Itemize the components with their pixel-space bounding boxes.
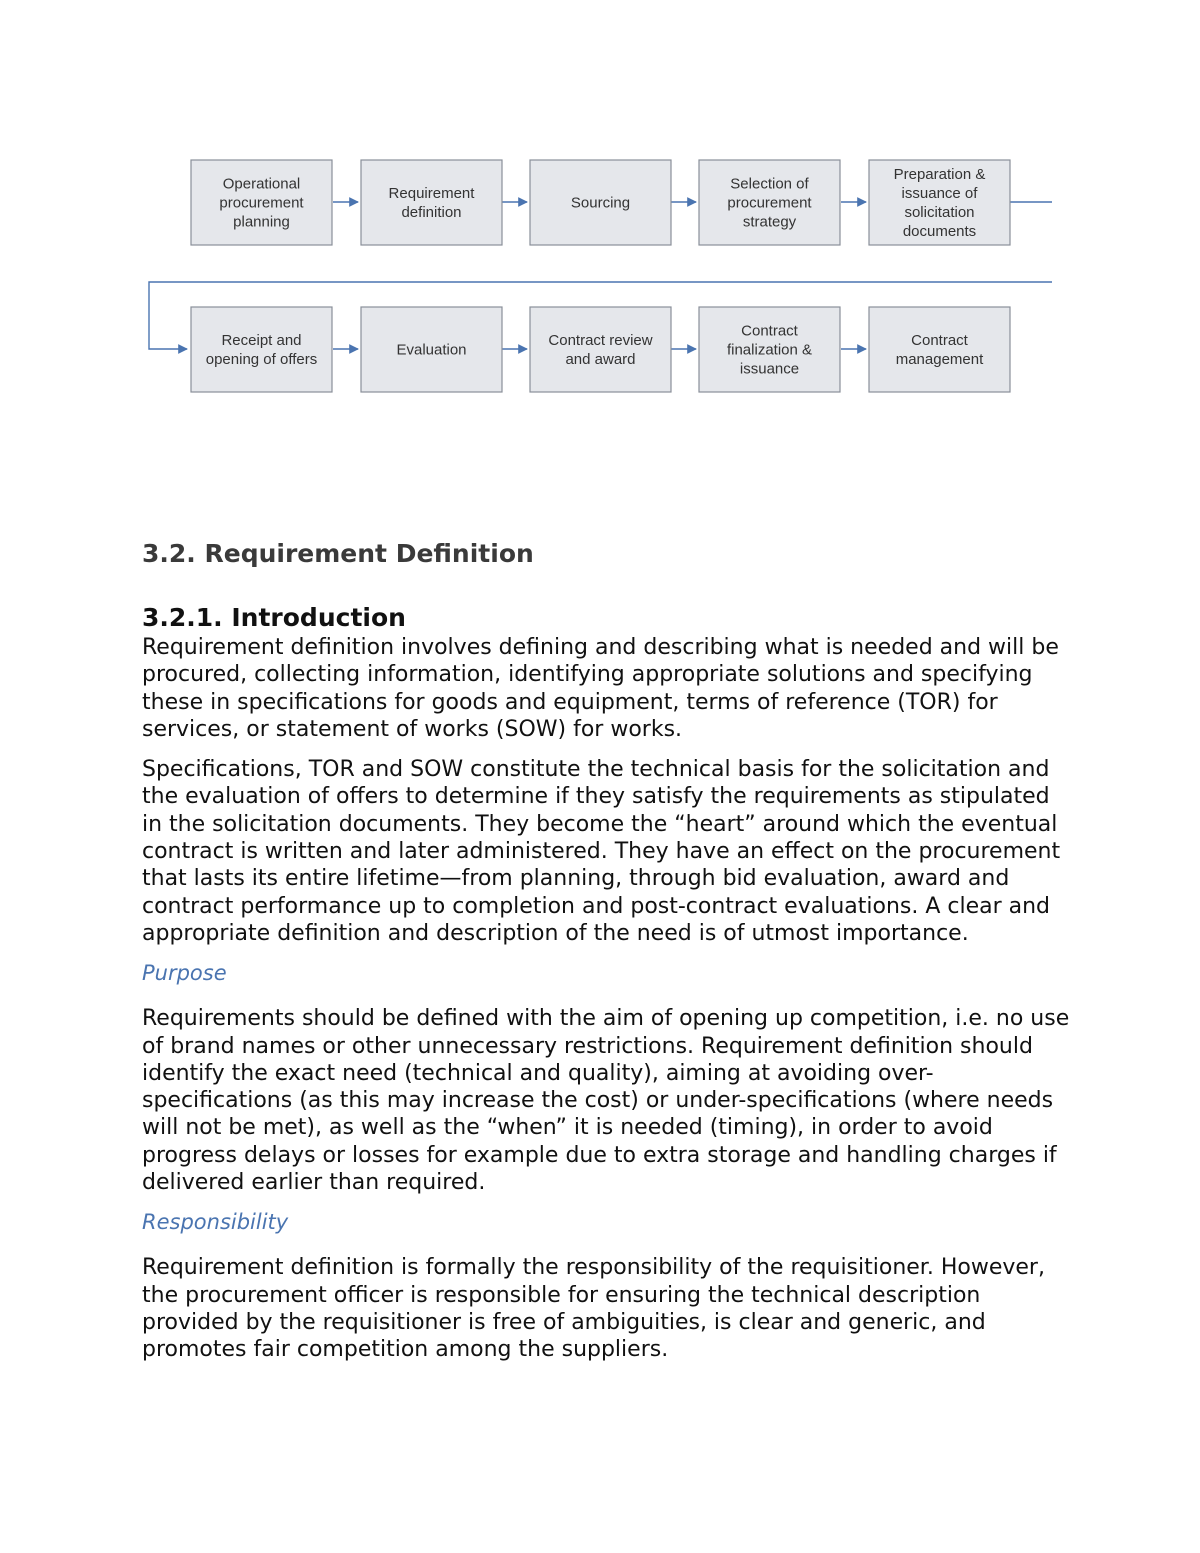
flow-step-label: solicitation	[904, 204, 975, 221]
document-body	[142, 536, 1072, 1377]
step-receipt-opening-offers	[191, 307, 332, 392]
step-sourcing	[530, 160, 671, 245]
step-contract-review-award	[530, 307, 671, 392]
flow-step-label: Receipt and	[221, 332, 302, 349]
flow-step-label: Sourcing	[570, 194, 631, 212]
flow-step-label: opening of offers	[205, 351, 318, 368]
flow-step-label: Selection of	[730, 175, 809, 193]
step-operational-procurement-planning	[191, 160, 332, 245]
procurement-process-flowchart	[0, 0, 1200, 420]
intro-paragraph-1: Requirement definition involves defining and describing what is needed and will be procured, collecting information, identifying appropriate solutions and specifying these in specifications for goods and equipment, terms of reference (TOR) for services, or statement of works (SOW) for works.	[142, 635, 1059, 742]
flow-step-label: definition	[401, 204, 462, 221]
flow-step-label: Evaluation	[396, 341, 467, 359]
purpose-paragraph: Requirements should be defined with the aim of opening up competition, i.e. no use of brand names or other unnecessary restrictions. Requirement definition should identify the exact need (technical and quality), aiming at avoiding over-specifications (as this may increase the cost) or under-specifications (where needs will not be met), as well as the “when” it is needed (timing), in order to avoid progress delays or losses for example due to extra storage and handling charges if delivered earlier than required.	[142, 1006, 1070, 1196]
flow-step-label: Contract	[741, 322, 798, 340]
purpose-heading: Purpose	[142, 961, 227, 986]
flow-step-label: finalization &	[726, 341, 813, 359]
step-evaluation	[361, 307, 502, 392]
flow-step-label: and award	[565, 351, 636, 368]
flow-step-label: Contract review	[548, 332, 653, 349]
flow-step-label: issuance	[739, 360, 800, 378]
step-contract-management	[869, 307, 1010, 392]
flow-step-label: management	[895, 351, 984, 368]
step-contract-finalization-issuance	[699, 307, 840, 392]
step-preparation-issuance-solicitation	[869, 160, 1010, 245]
flow-step-label: Operational	[222, 175, 301, 193]
intro-paragraph-2: Specifications, TOR and SOW constitute the technical basis for the solicitation and the evaluation of offers to determine if they satisfy the requirements as stipulated in the solicitation documents. They become the “heart” around which the eventual contract is written and later administered. They have an effect on the procurement that lasts its entire lifetime—from planning, through bid evaluation, award and contract performance up to completion and post-contract evaluations. A clear and appropriate definition and description of the need is of utmost importance.	[142, 757, 1061, 946]
step-requirement-definition	[361, 160, 502, 245]
flow-step-label: procurement	[727, 194, 812, 212]
subsection-heading: 3.2.1. Introduction	[142, 603, 406, 632]
flow-step-label: Contract	[911, 332, 968, 349]
flow-step-label: issuance of	[901, 185, 978, 202]
responsibility-heading: Responsibility	[142, 1210, 289, 1235]
flow-step-label: Preparation &	[893, 166, 986, 183]
flow-step-label: documents	[902, 223, 977, 240]
flow-step-label: procurement	[219, 194, 304, 212]
flow-step-label: planning	[233, 213, 290, 231]
section-heading: 3.2. Requirement Definition	[142, 539, 534, 568]
responsibility-paragraph: Requirement definition is formally the responsibility of the requisitioner. However, the procurement officer is responsible for ensuring the technical description provided by the requisitioner is free of ambiguities, is clear and generic, and promotes fair competition among the suppliers.	[142, 1255, 1045, 1363]
flow-step-label: strategy	[742, 213, 797, 231]
flow-step-label: Requirement	[388, 185, 475, 202]
step-selection-of-procurement-strategy	[699, 160, 840, 245]
